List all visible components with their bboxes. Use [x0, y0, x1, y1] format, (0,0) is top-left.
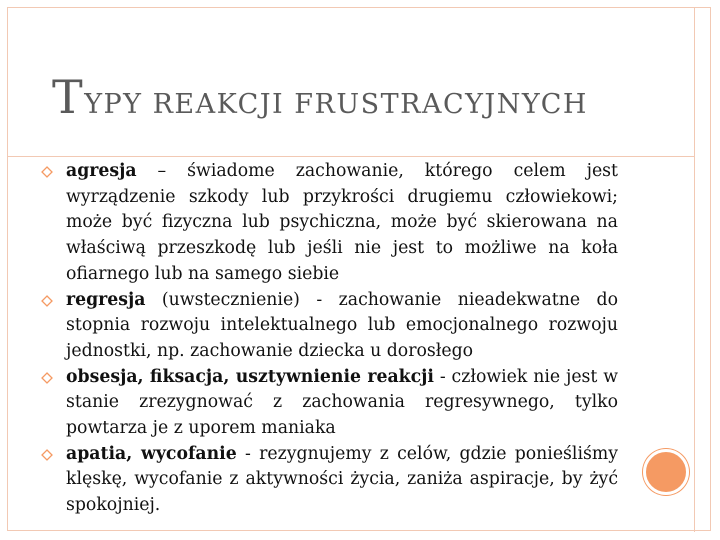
definition-agresja: – świadome zachowanie, którego celem jest wyrządzenie szkody lub przykrości drugiemu człowiekowi; może być fizyczna lub psychiczna, może być skierowana na właściwą przeszkodę lub jeśli nie jest to możliwe na koła ofiarnego lub na samego siebie: [66, 161, 618, 284]
definition-obsesja: - człowiek nie jest w stanie zrezygnować z zachowania regresywnego, tylko powtarza je z uporem maniaka: [66, 366, 619, 439]
slide-title-initial: T: [52, 70, 85, 124]
term-obsesja: obsesja, fiksacja, usztywnienie reakcji: [66, 366, 434, 387]
slide-title: [52, 70, 588, 124]
slide-title-rest: YPY REAKCJI FRUSTRACYJNYCH: [84, 89, 588, 120]
list-item-agresja: [40, 159, 618, 288]
title-divider: [8, 156, 694, 157]
definition-apatia: - rezygnujemy z celów, gdzie ponieśliśmy klęskę, wycofanie z aktywności życia, zaniża aspiracje, by żyć spokojniej.: [66, 443, 618, 516]
term-apatia: apatia, wycofanie: [66, 443, 237, 464]
hollow-diamond-bullet-icon: [41, 295, 53, 307]
hollow-diamond-bullet-icon: [41, 449, 53, 461]
list-item-obsesja: [40, 365, 618, 442]
hollow-diamond-bullet-icon: [41, 372, 53, 384]
slide-side-bar: [694, 8, 713, 532]
decorative-orange-circle: [643, 449, 689, 495]
list-item-apatia: [40, 442, 618, 519]
list-item-regresja: [40, 288, 618, 365]
bullet-list: [40, 159, 618, 519]
hollow-diamond-bullet-icon: [41, 166, 53, 178]
term-regresja: regresja: [66, 289, 146, 310]
definition-regresja: (uwstecznienie) - zachowanie nieadekwatne do stopnia rozwoju intelektualnego lub emocjonalnego rozwoju jednostki, np. zachowanie dziecka u dorosłego: [66, 289, 618, 361]
term-agresja: agresja: [66, 161, 137, 181]
